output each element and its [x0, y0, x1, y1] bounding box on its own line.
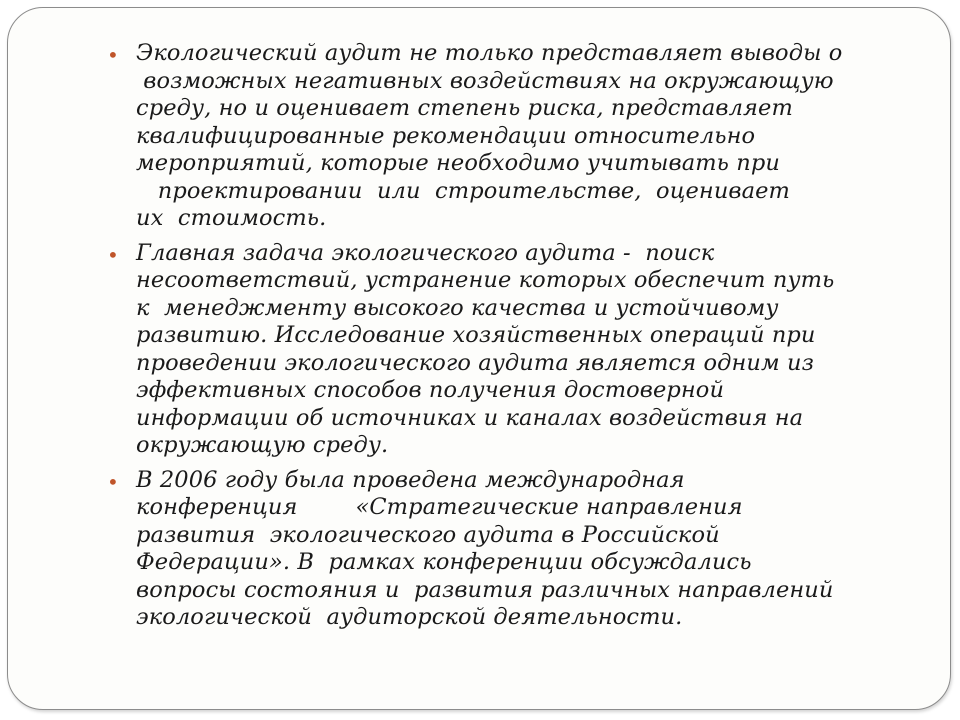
bullet-2-line-2: несоответствий, устранение которых обеспечит путь	[136, 267, 835, 293]
bullet-3-line-4: Федерации». В рамках конференции обсуждались	[136, 549, 752, 575]
bullet-1-line-3: среду, но и оценивает степень риска, представляет	[136, 95, 793, 121]
bullet-2-line-8: окружающую среду.	[136, 432, 389, 458]
bullet-1-line-7: их стоимость.	[136, 205, 327, 231]
bullet-dot-icon: •	[107, 469, 119, 494]
bullet-3-line-5: вопросы состояния и развития различных направлений	[136, 576, 834, 603]
bullet-3-line-2: конференция «Стратегические направления	[136, 494, 743, 520]
bullet-item-3	[104, 467, 894, 632]
bullet-3-line-3: развития экологического аудита в Российской	[136, 521, 720, 548]
bullet-3-line-1: В 2006 году была проведена международная	[136, 466, 685, 493]
bullet-1-line-4: квалифицированные рекомендации относительно	[136, 122, 756, 149]
bullet-2-line-6: эффективных способов получения достоверной	[136, 377, 725, 403]
bullet-item-1	[104, 40, 894, 233]
bullet-2-line-7: информации об источниках и каналах воздействия на	[136, 404, 804, 431]
bullet-2-line-1: Главная задача экологического аудита - поиск	[136, 239, 715, 266]
bullet-1-line-1: Экологический аудит не только представляет выводы о	[136, 40, 843, 66]
bullet-item-2	[104, 240, 894, 460]
bullet-1-line-2: возможных негативных воздействиях на окружающую	[136, 67, 834, 94]
bullet-2-line-3: к менеджменту высокого качества и устойчивому	[136, 294, 779, 321]
bullet-2-line-4: развитию. Исследование хозяйственных операций при	[136, 322, 816, 348]
bullet-3-line-6: экологической аудиторской деятельности.	[136, 604, 683, 630]
bullet-dot-icon: •	[107, 242, 119, 267]
bullet-dot-icon: •	[107, 43, 119, 67]
bullet-1-line-6: проектировании или строительстве, оценивает	[136, 177, 790, 204]
bullet-list	[104, 40, 894, 639]
bullet-2-line-5: проведении экологического аудита является одним из	[136, 349, 814, 376]
bullet-1-line-5: мероприятий, которые необходимо учитывать при	[136, 150, 780, 176]
